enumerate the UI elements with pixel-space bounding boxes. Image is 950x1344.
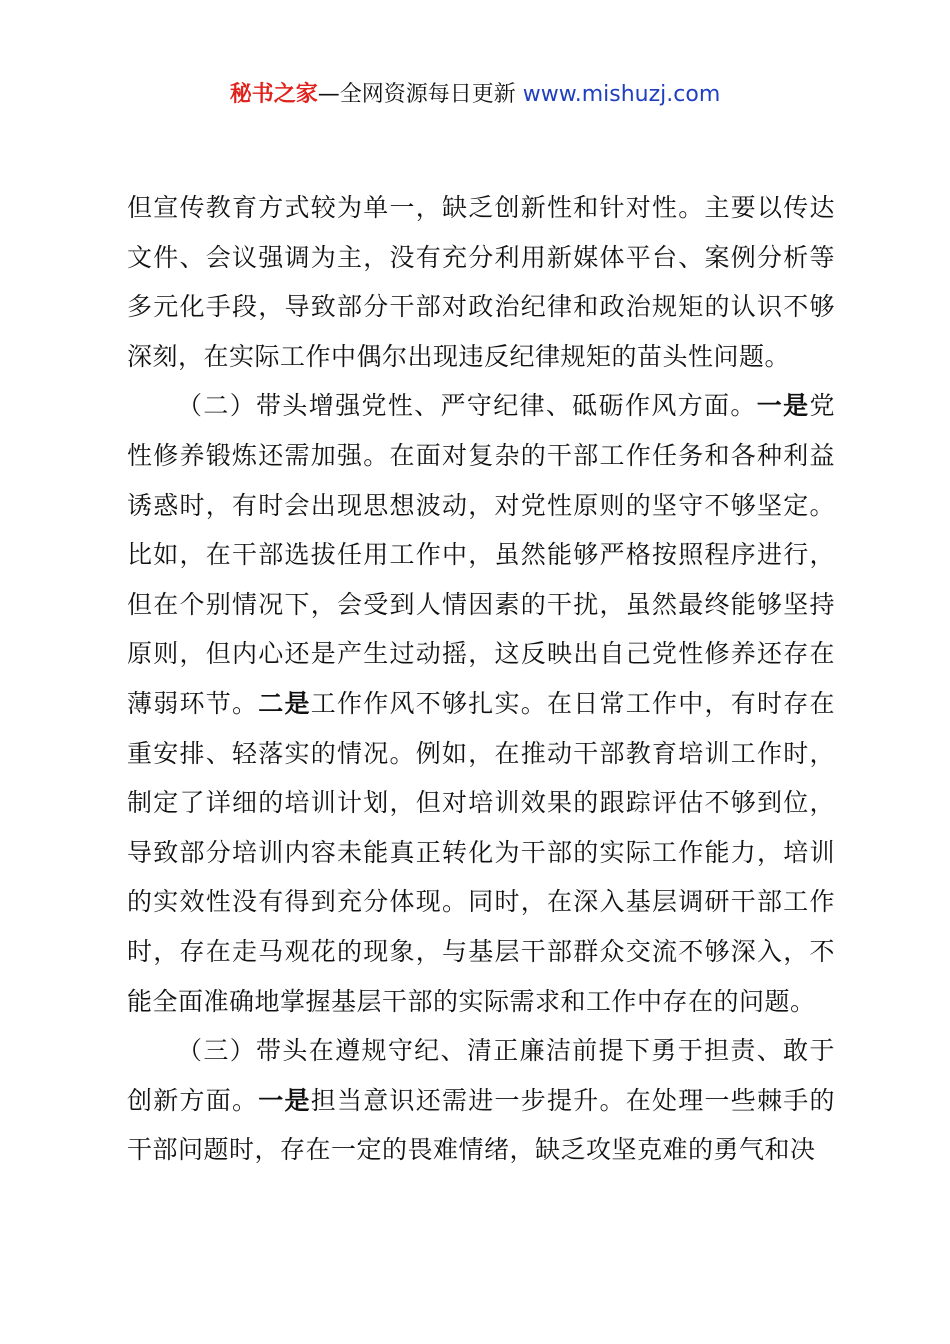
paragraph-2: [127, 381, 835, 1026]
section-2-heading: （二）带头增强党性、严守纪律、砥砺作风方面。: [177, 391, 757, 421]
document-body: [127, 183, 835, 1175]
point-marker: 一是: [258, 1085, 311, 1115]
point-text: 党性修养锻炼还需加强。在面对复杂的干部工作任务和各种利益诱惑时，有时会出现思想波动，对党性原则的坚守不够坚定。比如，在干部选拔任用工作中，虽然能够严格按照程序进行，但在个别情况下，会受到人情因素的干扰，虽然最终能够坚持原则，但内心还是产生过动摇，这反映出自己党性修养还存在薄弱环节。: [127, 391, 835, 718]
point-marker: 一是: [756, 391, 810, 421]
header-url[interactable]: www.mishuzj.com: [522, 82, 721, 107]
paragraph-1: [127, 183, 835, 381]
header-slogan: —全网资源每日更新: [317, 82, 523, 107]
point-text: 工作作风不够扎实。在日常工作中，有时存在重安排、轻落实的情况。例如，在推动干部教育培训工作时，制定了详细的培训计划，但对培训效果的跟踪评估不够到位，导致部分培训内容未能真正转化为干部的实际工作能力，培训的实效性没有得到充分体现。同时，在深入基层调研干部工作时，存在走马观花的现象，与基层干部群众交流不够深入，不能全面准确地掌握基层干部的实际需求和工作中存在的问题。: [127, 688, 835, 1016]
point-text: 担当意识还需进一步提升。在处理一些棘手的干部问题时，存在一定的畏难情绪，缺乏攻坚克难的勇气和决: [127, 1085, 835, 1165]
paragraph-3: [127, 1026, 835, 1175]
page-header: [0, 80, 950, 110]
section-3-heading: （三）带头在遵规守纪、清正廉洁前提下勇于担责、敢于创新方面。: [127, 1036, 835, 1115]
paragraph-1-text: 但宣传教育方式较为单一，缺乏创新性和针对性。主要以传达文件、会议强调为主，没有充分利用新媒体平台、案例分析等多元化手段，导致部分干部对政治纪律和政治规矩的认识不够深刻，在实际工作中偶尔出现违反纪律规矩的苗头性问题。: [127, 193, 835, 371]
header-brand: 秘书之家: [229, 82, 318, 107]
point-marker: 二是: [258, 688, 311, 718]
